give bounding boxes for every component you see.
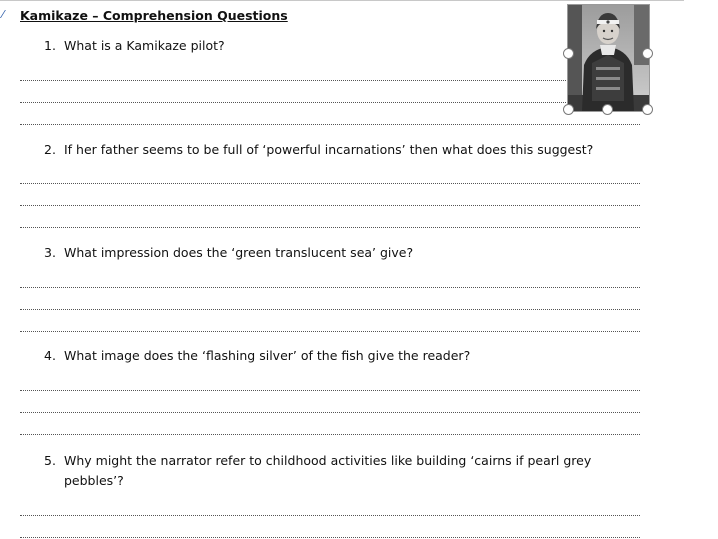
answer-line[interactable]: [20, 102, 568, 103]
resize-handle-bottom-right[interactable]: [642, 104, 653, 115]
question-number: 2.: [44, 142, 56, 157]
question-number: 4.: [44, 348, 56, 363]
answer-line[interactable]: [20, 331, 640, 332]
page-title: Kamikaze – Comprehension Questions: [20, 8, 288, 23]
question-number: 5.: [44, 453, 56, 468]
question-3: [44, 243, 413, 263]
question-text: What image does the ‘flashing silver’ of the fish give the reader?: [64, 348, 471, 363]
answer-line[interactable]: [20, 309, 640, 310]
resize-handle-bottom-left[interactable]: [563, 104, 574, 115]
question-text: What impression does the ‘green translucent sea’ give?: [64, 245, 414, 260]
question-number: 3.: [44, 245, 56, 260]
question-text: Why might the narrator refer to childhood activities like building ‘cairns if pearl grey: [64, 453, 592, 468]
page-top-edge: [0, 0, 684, 1]
answer-line[interactable]: [20, 390, 640, 391]
answer-line[interactable]: [20, 287, 640, 288]
question-5-continuation: pebbles’?: [64, 473, 124, 488]
question-4: [44, 346, 470, 366]
resize-handle-right[interactable]: [642, 48, 653, 59]
question-text: What is a Kamikaze pilot?: [64, 38, 225, 53]
answer-line[interactable]: [20, 537, 640, 538]
answer-line[interactable]: [20, 227, 640, 228]
answer-line[interactable]: [20, 124, 640, 125]
pilot-photo-graphic: [568, 5, 649, 111]
resize-handle-left[interactable]: [563, 48, 574, 59]
question-text: If her father seems to be full of ‘powerful incarnations’ then what does this suggest?: [64, 142, 594, 157]
answer-line[interactable]: [20, 183, 640, 184]
answer-line[interactable]: [20, 205, 640, 206]
answer-line[interactable]: [20, 434, 640, 435]
resize-handle-bottom[interactable]: [602, 104, 613, 115]
margin-marker: ⁄: [2, 8, 4, 21]
answer-line[interactable]: [20, 412, 640, 413]
question-number: 1.: [44, 38, 56, 53]
question-1: [44, 36, 225, 56]
kamikaze-pilot-photo[interactable]: [567, 4, 650, 112]
question-2: [44, 140, 593, 160]
answer-line[interactable]: [20, 80, 568, 81]
answer-line[interactable]: [20, 515, 640, 516]
question-5: [44, 451, 591, 471]
